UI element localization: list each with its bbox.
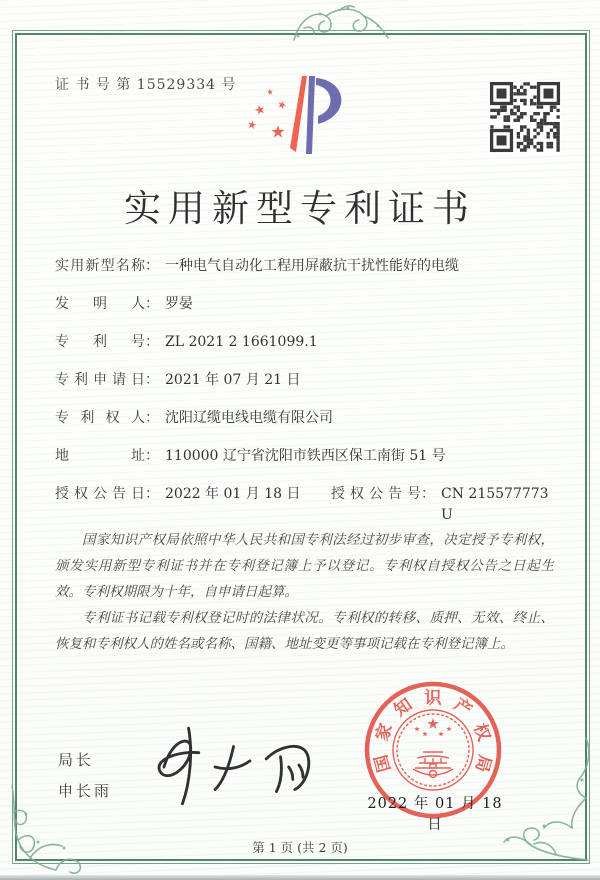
field-label: 实用新型名称 [55, 258, 145, 274]
floral-ornament-top [290, 4, 390, 48]
legal-paragraph-1: 国家知识产权局依照中华人民共和国专利法经过初步审查，决定授予专利权，颁发实用新型专利证书并在专利登记簿上予以登记。专利权自授权公告之日起生效。专利权期限为十年，自申请日起算。 [55, 532, 554, 600]
svg-text:局: 局 [470, 752, 495, 775]
field-colon: ： [145, 372, 159, 388]
page-number: 第 1 页 (共 2 页) [252, 840, 348, 855]
director-title: 局长 [58, 751, 95, 769]
svg-text:家: 家 [372, 720, 397, 744]
director-block [58, 745, 112, 807]
svg-text:国: 国 [371, 752, 396, 775]
field-value: 罗晏 [165, 296, 193, 312]
field-value: 110000 辽宁省沈阳市铁西区保工南街 51 号 [165, 448, 446, 464]
qr-code [488, 80, 562, 154]
field-inventor [55, 294, 558, 315]
director-signature [135, 720, 330, 812]
field-application-date [55, 370, 558, 391]
field-label: 授权公告号 [331, 486, 421, 502]
field-label: 授权公告日 [55, 486, 145, 502]
field-colon: ： [145, 296, 159, 312]
seal-date: 2022 年 01 月 18 日 [367, 796, 503, 833]
cnipa-logo-icon [228, 70, 360, 172]
field-grant-row [55, 484, 558, 526]
field-address [55, 446, 558, 467]
field-grant-date [55, 484, 331, 505]
field-patentee [55, 408, 558, 429]
field-colon: ： [145, 486, 159, 502]
legal-paragraph-2: 专利证书记载专利权登记时的法律状况。专利权的转移、质押、无效、终止、恢复和专利权人的姓名或名称、国籍、地址变更等事项记载在专利登记簿上。 [55, 610, 554, 652]
svg-text:知: 知 [390, 694, 417, 721]
svg-text:权: 权 [469, 720, 494, 744]
field-value: 2022 年 01 月 18 日 [165, 486, 301, 502]
director-name: 申长雨 [58, 782, 113, 800]
field-value: 沈阳辽缆电线电缆有限公司 [165, 410, 333, 426]
field-grant-number [331, 484, 558, 526]
svg-text:识: 识 [424, 688, 442, 709]
field-value: 一种电气自动化工程用屏蔽抗干扰性能好的电缆 [165, 258, 459, 274]
field-colon: ： [145, 448, 159, 464]
legal-text [55, 527, 554, 657]
field-value: 2021 年 07 月 21 日 [165, 372, 301, 388]
field-label: 地址 [55, 448, 145, 464]
field-colon: ： [145, 410, 159, 426]
page-bottom-edge [0, 875, 600, 880]
field-label: 专利申请日 [55, 372, 145, 388]
field-label: 专利号 [55, 334, 145, 350]
certificate-title: 实用新型专利证书 [124, 187, 476, 230]
field-label: 专利权人 [55, 410, 145, 426]
field-list [55, 256, 558, 543]
field-value: CN 215577773 U [441, 486, 549, 523]
field-utility-model-name [55, 256, 558, 277]
field-value: ZL 2021 2 1661099.1 [165, 334, 318, 350]
field-colon: ： [145, 334, 159, 350]
svg-text:产: 产 [449, 694, 476, 721]
national-emblem-icon [393, 710, 473, 790]
field-colon: ： [145, 258, 159, 274]
field-colon: ： [421, 486, 435, 502]
field-patent-number [55, 332, 558, 353]
field-label: 发明人 [55, 296, 145, 312]
certificate-number: 证 书 号 第 15529334 号 [55, 77, 237, 93]
